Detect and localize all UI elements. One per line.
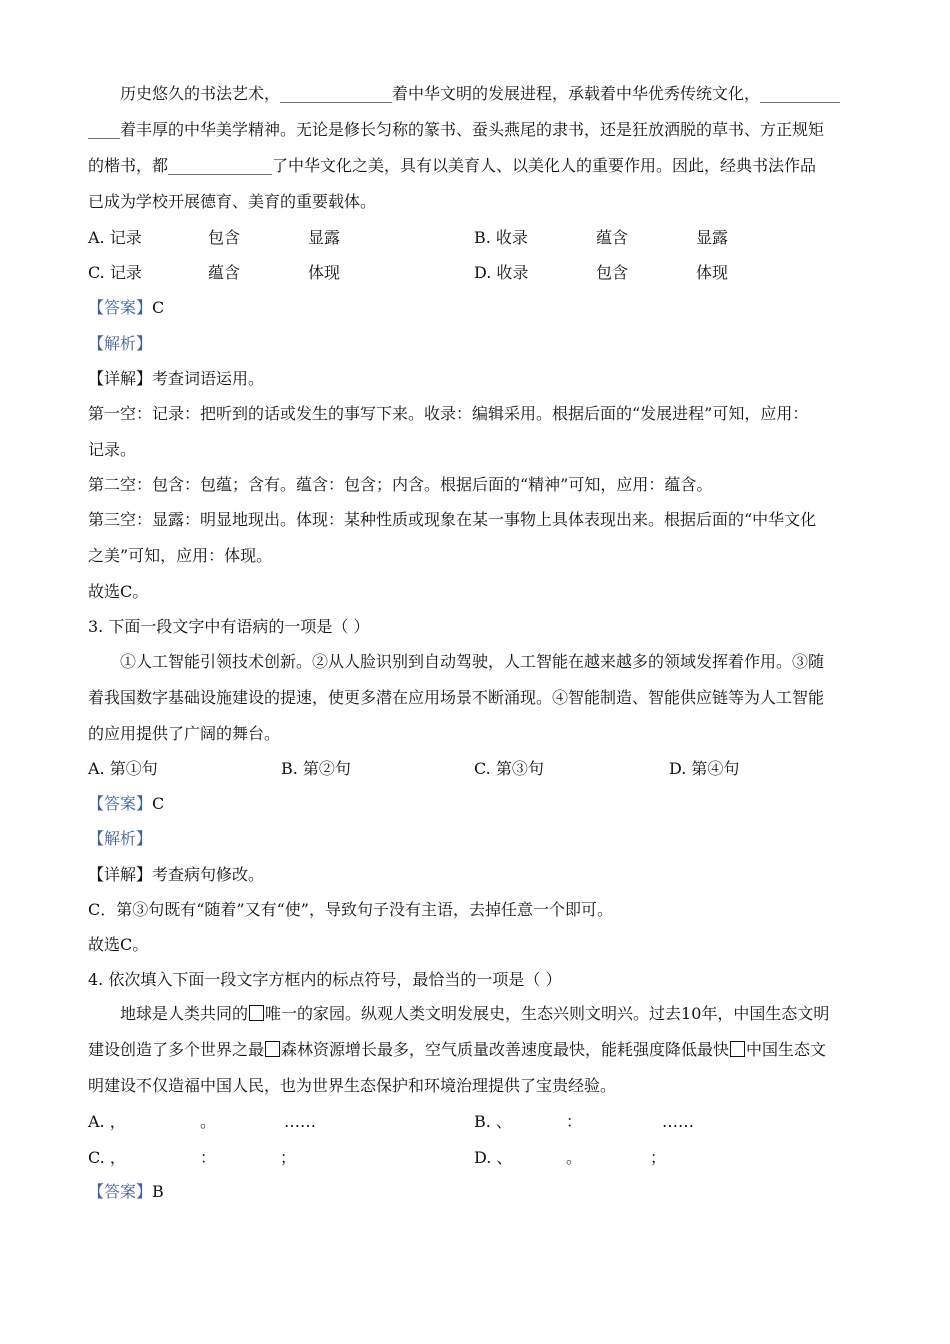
- q2-passage-line: 的楷书，都_____________了中华文化之美，具有以美育人、以美化人的重要作用。因此，经典书法作品: [88, 156, 817, 175]
- answer-value: C: [152, 794, 165, 813]
- answer-value: B: [152, 1182, 164, 1201]
- q4-option-c-mark2: ：: [200, 1148, 217, 1167]
- q3-detail-line: 【详解】考查病句修改。: [88, 865, 265, 884]
- q2-detail-line: 之美”可知，应用：体现。: [88, 546, 273, 565]
- q4-option-a-mark3: ……: [284, 1112, 316, 1131]
- answer-tag: 【答案】: [88, 794, 153, 813]
- q4-passage-segment: 地球是人类共同的: [120, 1004, 249, 1023]
- q4-option-b: B. 、: [474, 1112, 512, 1131]
- q2-answer: [88, 298, 164, 318]
- q4-stem: 4. 依次填入下面一段文字方框内的标点符号，最恰当的一项是（ ）: [88, 970, 562, 989]
- q4-answer: [88, 1182, 164, 1202]
- q4-option-a-mark2: 。: [200, 1112, 217, 1131]
- q2-option-c: C. 记录: [88, 263, 142, 282]
- q3-detail-line: 故选C。: [88, 935, 149, 954]
- q2-detail-line: 故选C。: [88, 582, 149, 601]
- q2-option-d-word2: 包含: [596, 263, 629, 282]
- q3-passage-line: ①人工智能引领技术创新。②从人脸识别到自动驾驶，人工智能在越来越多的领域发挥着作用。③随: [120, 652, 825, 671]
- q4-option-a: A. ，: [88, 1112, 126, 1131]
- answer-value: C: [152, 298, 165, 317]
- q3-option-d: D. 第④句: [669, 759, 740, 778]
- blank-box: [730, 1041, 745, 1057]
- q2-option-a-word3: 显露: [308, 228, 341, 247]
- q2-option-a-word2: 包含: [208, 228, 241, 247]
- q3-stem: 3. 下面一段文字中有语病的一项是（ ）: [88, 617, 370, 636]
- q2-detail-line: 第二空：包含：包蕴；含有。蕴含：包含；内含。根据后面的“精神”可知，应用：蕴含。: [88, 475, 713, 494]
- q4-option-b-mark2: ：: [566, 1112, 583, 1131]
- q4-option-d-mark2: 。: [566, 1148, 583, 1167]
- blank-box: [249, 1005, 264, 1021]
- q2-analysis-tag: 【解析】: [88, 334, 153, 353]
- q4-passage-line: [88, 1040, 826, 1060]
- q3-answer: [88, 794, 164, 814]
- q3-detail-line: C．第③句既有“随着”又有“使”，导致句子没有主语，去掉任意一个即可。: [88, 900, 613, 919]
- q4-option-d: D. 、: [474, 1148, 513, 1167]
- q2-option-d: D. 收录: [474, 263, 529, 282]
- q2-passage-line: 已成为学校开展德育、美育的重要载体。: [88, 192, 377, 211]
- answer-tag: 【答案】: [88, 298, 153, 317]
- q2-detail-line: 第一空：记录：把听到的话或发生的事写下来。收录：编辑采用。根据后面的“发展进程”可知，应用：: [88, 404, 809, 423]
- q2-passage-line: ____着丰厚的中华美学精神。无论是修长匀称的篆书、蚕头燕尾的隶书，还是狂放洒脱的草书、方正规矩: [88, 120, 825, 139]
- q2-detail-line: 记录。: [88, 440, 137, 459]
- q4-passage-segment: 森林资源增长最多，空气质量改善速度最快，能耗强度降低最快: [281, 1040, 730, 1059]
- q4-passage-line: [120, 1004, 829, 1024]
- q2-passage-line: 历史悠久的书法艺术，______________着中华文明的发展进程，承载着中华优秀传统文化，__________: [120, 84, 841, 103]
- q2-option-a: A. 记录: [88, 228, 142, 247]
- q3-option-c: C. 第③句: [474, 759, 544, 778]
- q2-option-c-word2: 蕴含: [208, 263, 241, 282]
- q4-passage-segment: 建设创造了多个世界之最: [88, 1040, 265, 1059]
- q3-passage-line: 的应用提供了广阔的舞台。: [88, 724, 281, 743]
- q3-passage-line: 着我国数字基础设施建设的提速，使更多潜在应用场景不断涌现。④智能制造、智能供应链等为人工智能: [88, 688, 825, 707]
- q4-option-b-mark3: ……: [662, 1112, 694, 1131]
- q2-option-d-word3: 体现: [696, 263, 729, 282]
- q4-option-c: C. ，: [88, 1148, 126, 1167]
- q2-detail-line: 【详解】考查词语运用。: [88, 369, 265, 388]
- q4-passage-segment: 中国生态文: [746, 1040, 827, 1059]
- q2-option-b: B. 收录: [474, 228, 528, 247]
- q2-detail-line: 第三空：显露：明显地现出。体现：某种性质或现象在某一事物上具体表现出来。根据后面的“中华文化: [88, 510, 817, 529]
- q3-option-a: A. 第①句: [88, 759, 158, 778]
- q4-option-d-mark3: ；: [650, 1148, 667, 1167]
- q4-option-c-mark3: ；: [280, 1148, 297, 1167]
- q2-option-b-word3: 显露: [696, 228, 729, 247]
- blank-box: [265, 1041, 280, 1057]
- q3-analysis-tag: 【解析】: [88, 829, 153, 848]
- q3-option-b: B. 第②句: [281, 759, 351, 778]
- q4-passage-line: 明建设不仅造福中国人民，也为世界生态保护和环境治理提供了宝贵经验。: [88, 1076, 617, 1095]
- q2-option-c-word3: 体现: [308, 263, 341, 282]
- answer-tag: 【答案】: [88, 1182, 153, 1201]
- q4-passage-segment: 唯一的家园。纵观人类文明发展史，生态兴则文明兴。过去10年，中国生态文明: [265, 1004, 830, 1023]
- q2-option-b-word2: 蕴含: [596, 228, 629, 247]
